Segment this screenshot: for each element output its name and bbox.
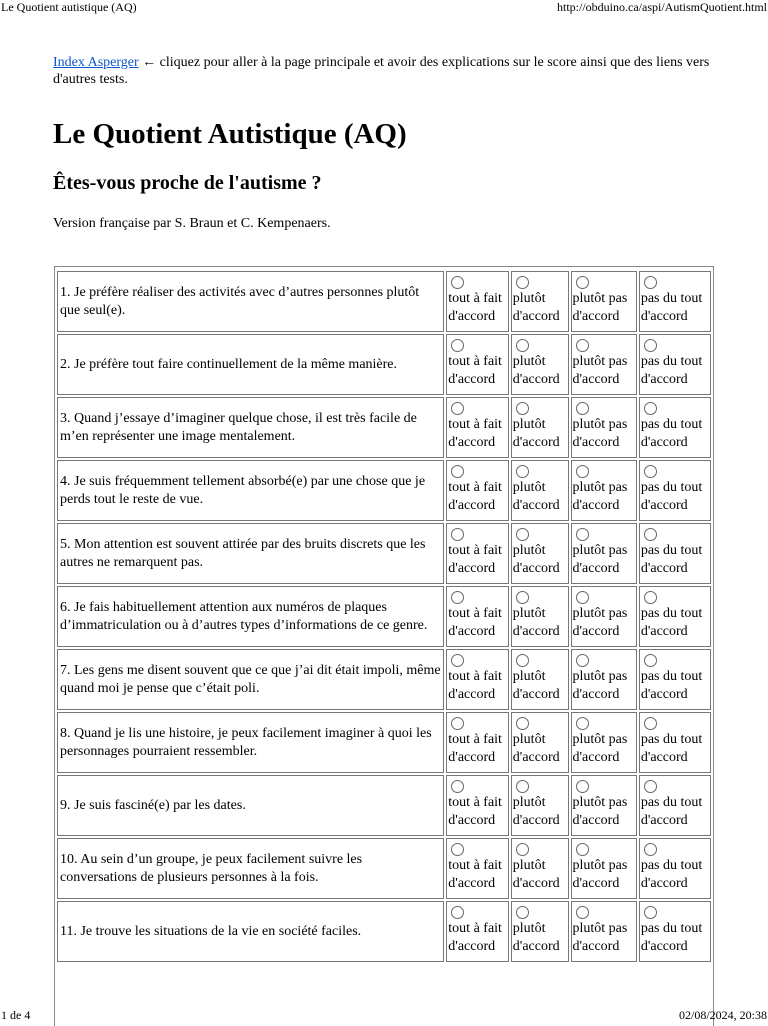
question-text: 10. Au sein d’un groupe, je peux facilement suivre les conversations de plusieurs personnes à la fois. xyxy=(57,838,444,899)
answer-option[interactable] xyxy=(639,334,711,395)
radio-button[interactable] xyxy=(451,276,464,289)
answer-option-label: plutôt d'accord xyxy=(512,795,560,828)
radio-button[interactable] xyxy=(516,654,529,667)
answer-option[interactable] xyxy=(446,712,509,773)
answer-option[interactable] xyxy=(446,397,509,458)
radio-button[interactable] xyxy=(516,780,529,793)
answer-option[interactable] xyxy=(571,460,637,521)
radio-button[interactable] xyxy=(576,276,589,289)
answer-option-label: plutôt d'accord xyxy=(512,921,560,954)
radio-button[interactable] xyxy=(644,843,657,856)
answer-option[interactable] xyxy=(639,775,711,836)
question-text: 3. Quand j’essaye d’imaginer quelque chose, il est très facile de m’en représenter une image mentalement. xyxy=(57,397,444,458)
radio-button[interactable] xyxy=(516,843,529,856)
answer-option-label: pas du tout d'accord xyxy=(640,732,703,765)
questionnaire-body xyxy=(57,271,711,962)
answer-option[interactable] xyxy=(639,271,711,332)
radio-button[interactable] xyxy=(451,591,464,604)
answer-option[interactable] xyxy=(571,271,637,332)
answer-option[interactable] xyxy=(511,712,569,773)
question-row xyxy=(57,586,711,647)
answer-option[interactable] xyxy=(639,523,711,584)
radio-button[interactable] xyxy=(576,402,589,415)
answer-option[interactable] xyxy=(571,397,637,458)
radio-button[interactable] xyxy=(644,528,657,541)
radio-button[interactable] xyxy=(644,465,657,478)
answer-option-label: plutôt d'accord xyxy=(512,291,560,324)
question-row xyxy=(57,838,711,899)
print-footer-datetime: 02/08/2024, 20:38 xyxy=(678,1008,767,1022)
answer-option[interactable] xyxy=(639,586,711,647)
answer-option[interactable] xyxy=(571,838,637,899)
print-header-title: Le Quotient autistique (AQ) xyxy=(1,0,137,14)
answer-option-label: plutôt d'accord xyxy=(512,417,560,450)
answer-option-label: tout à fait d'accord xyxy=(448,858,502,891)
question-row xyxy=(57,901,711,962)
question-row xyxy=(57,712,711,773)
answer-option[interactable] xyxy=(571,901,637,962)
radio-button[interactable] xyxy=(644,906,657,919)
question-row xyxy=(57,649,711,710)
radio-button[interactable] xyxy=(451,906,464,919)
radio-button[interactable] xyxy=(644,717,657,730)
answer-option-label: tout à fait d'accord xyxy=(448,354,502,387)
radio-button[interactable] xyxy=(451,465,464,478)
radio-button[interactable] xyxy=(451,717,464,730)
radio-button[interactable] xyxy=(516,528,529,541)
answer-option[interactable] xyxy=(639,838,711,899)
radio-button[interactable] xyxy=(516,465,529,478)
answer-option[interactable] xyxy=(446,775,509,836)
answer-option[interactable] xyxy=(571,334,637,395)
answer-option-label: tout à fait d'accord xyxy=(448,732,502,765)
radio-button[interactable] xyxy=(576,591,589,604)
answer-option[interactable] xyxy=(511,334,569,395)
answer-option-label: plutôt d'accord xyxy=(512,669,560,702)
question-text: 5. Mon attention est souvent attirée par des bruits discrets que les autres ne remarquent pas. xyxy=(57,523,444,584)
print-header xyxy=(0,0,768,16)
answer-option[interactable] xyxy=(639,712,711,773)
radio-button[interactable] xyxy=(516,402,529,415)
radio-button[interactable] xyxy=(576,717,589,730)
question-text: 6. Je fais habituellement attention aux numéros de plaques d’immatriculation ou à d’autres types d’informations de ce genre. xyxy=(57,586,444,647)
answer-option[interactable] xyxy=(571,523,637,584)
answer-option[interactable] xyxy=(446,523,509,584)
radio-button[interactable] xyxy=(576,528,589,541)
answer-option-label: plutôt pas d'accord xyxy=(572,417,628,450)
answer-option[interactable] xyxy=(639,460,711,521)
radio-button[interactable] xyxy=(644,591,657,604)
answer-option-label: plutôt pas d'accord xyxy=(572,291,628,324)
answer-option-label: plutôt pas d'accord xyxy=(572,795,628,828)
questionnaire-table xyxy=(55,269,713,964)
intro-text: ← cliquez pour aller à la page principale et avoir des explications sur le score ainsi que des liens vers d'autres tests. xyxy=(53,55,710,87)
radio-button[interactable] xyxy=(516,591,529,604)
question-text: 4. Je suis fréquemment tellement absorbé(e) par une chose que je perds tout le reste de vue. xyxy=(57,460,444,521)
answer-option[interactable] xyxy=(571,586,637,647)
question-row xyxy=(57,523,711,584)
answer-option-label: pas du tout d'accord xyxy=(640,921,703,954)
question-row xyxy=(57,397,711,458)
radio-button[interactable] xyxy=(576,465,589,478)
radio-button[interactable] xyxy=(451,843,464,856)
radio-button[interactable] xyxy=(644,402,657,415)
answer-option-label: tout à fait d'accord xyxy=(448,543,502,576)
answer-option[interactable] xyxy=(571,712,637,773)
answer-option-label: tout à fait d'accord xyxy=(448,669,502,702)
radio-button[interactable] xyxy=(644,780,657,793)
answer-option-label: plutôt pas d'accord xyxy=(572,921,628,954)
answer-option[interactable] xyxy=(511,649,569,710)
answer-option-label: pas du tout d'accord xyxy=(640,291,703,324)
print-footer-page: 1 de 4 xyxy=(1,1008,31,1022)
answer-option-label: pas du tout d'accord xyxy=(640,543,703,576)
radio-button[interactable] xyxy=(576,339,589,352)
answer-option-label: plutôt d'accord xyxy=(512,480,560,513)
radio-button[interactable] xyxy=(644,276,657,289)
answer-option-label: pas du tout d'accord xyxy=(640,354,703,387)
radio-button[interactable] xyxy=(516,276,529,289)
answer-option[interactable] xyxy=(571,775,637,836)
answer-option[interactable] xyxy=(446,838,509,899)
radio-button[interactable] xyxy=(451,654,464,667)
answer-option[interactable] xyxy=(571,649,637,710)
intro-paragraph xyxy=(53,54,713,88)
answer-option-label: tout à fait d'accord xyxy=(448,417,502,450)
questionnaire-frame xyxy=(54,266,714,1026)
answer-option[interactable] xyxy=(446,460,509,521)
answer-option-label: pas du tout d'accord xyxy=(640,480,703,513)
version-note: Version française par S. Braun et C. Kempenaers. xyxy=(53,216,331,231)
answer-option-label: plutôt d'accord xyxy=(512,354,560,387)
radio-button[interactable] xyxy=(451,339,464,352)
answer-option-label: plutôt pas d'accord xyxy=(572,606,628,639)
answer-option[interactable] xyxy=(511,586,569,647)
print-footer xyxy=(0,1008,768,1024)
answer-option[interactable] xyxy=(446,901,509,962)
question-text: 2. Je préfère tout faire continuellement de la même manière. xyxy=(57,334,444,395)
answer-option[interactable] xyxy=(511,775,569,836)
print-header-url: http://obduino.ca/aspi/AutismQuotient.html xyxy=(557,0,767,14)
question-text: 11. Je trouve les situations de la vie en société faciles. xyxy=(57,901,444,962)
question-text: 1. Je préfère réaliser des activités avec d’autres personnes plutôt que seul(e). xyxy=(57,271,444,332)
answer-option-label: plutôt pas d'accord xyxy=(572,669,628,702)
answer-option[interactable] xyxy=(511,901,569,962)
index-asperger-link[interactable]: Index Asperger xyxy=(53,55,139,70)
answer-option-label: plutôt d'accord xyxy=(512,543,560,576)
radio-button[interactable] xyxy=(644,654,657,667)
answer-option[interactable] xyxy=(639,397,711,458)
radio-button[interactable] xyxy=(451,402,464,415)
answer-option-label: tout à fait d'accord xyxy=(448,795,502,828)
radio-button[interactable] xyxy=(516,339,529,352)
radio-button[interactable] xyxy=(576,906,589,919)
answer-option-label: pas du tout d'accord xyxy=(640,417,703,450)
page-subtitle: Êtes-vous proche de l'autisme ? xyxy=(53,172,322,194)
answer-option[interactable] xyxy=(446,271,509,332)
question-row xyxy=(57,334,711,395)
answer-option[interactable] xyxy=(511,460,569,521)
answer-option-label: plutôt pas d'accord xyxy=(572,480,628,513)
question-text: 8. Quand je lis une histoire, je peux facilement imaginer à quoi les personnages pourraient ressembler. xyxy=(57,712,444,773)
answer-option-label: tout à fait d'accord xyxy=(448,606,502,639)
answer-option-label: tout à fait d'accord xyxy=(448,921,502,954)
answer-option[interactable] xyxy=(511,271,569,332)
answer-option-label: pas du tout d'accord xyxy=(640,858,703,891)
question-row xyxy=(57,460,711,521)
radio-button[interactable] xyxy=(644,339,657,352)
answer-option-label: plutôt d'accord xyxy=(512,606,560,639)
answer-option[interactable] xyxy=(639,901,711,962)
page-title: Le Quotient Autistique (AQ) xyxy=(53,118,407,150)
question-row xyxy=(57,271,711,332)
answer-option-label: plutôt pas d'accord xyxy=(572,354,628,387)
radio-button[interactable] xyxy=(451,528,464,541)
answer-option[interactable] xyxy=(511,397,569,458)
answer-option-label: plutôt d'accord xyxy=(512,732,560,765)
radio-button[interactable] xyxy=(516,717,529,730)
radio-button[interactable] xyxy=(576,780,589,793)
question-text: 9. Je suis fasciné(e) par les dates. xyxy=(57,775,444,836)
answer-option[interactable] xyxy=(446,334,509,395)
answer-option-label: pas du tout d'accord xyxy=(640,795,703,828)
answer-option[interactable] xyxy=(511,838,569,899)
page-content xyxy=(53,54,713,232)
radio-button[interactable] xyxy=(576,843,589,856)
answer-option-label: pas du tout d'accord xyxy=(640,669,703,702)
answer-option-label: plutôt pas d'accord xyxy=(572,543,628,576)
answer-option-label: tout à fait d'accord xyxy=(448,291,502,324)
answer-option[interactable] xyxy=(511,523,569,584)
answer-option[interactable] xyxy=(446,586,509,647)
answer-option-label: plutôt pas d'accord xyxy=(572,858,628,891)
answer-option-label: plutôt pas d'accord xyxy=(572,732,628,765)
radio-button[interactable] xyxy=(576,654,589,667)
answer-option-label: tout à fait d'accord xyxy=(448,480,502,513)
answer-option-label: plutôt d'accord xyxy=(512,858,560,891)
radio-button[interactable] xyxy=(451,780,464,793)
answer-option[interactable] xyxy=(446,649,509,710)
question-row xyxy=(57,775,711,836)
answer-option-label: pas du tout d'accord xyxy=(640,606,703,639)
answer-option[interactable] xyxy=(639,649,711,710)
question-text: 7. Les gens me disent souvent que ce que j’ai dit était impoli, même quand moi je pense que c’était poli. xyxy=(57,649,444,710)
radio-button[interactable] xyxy=(516,906,529,919)
